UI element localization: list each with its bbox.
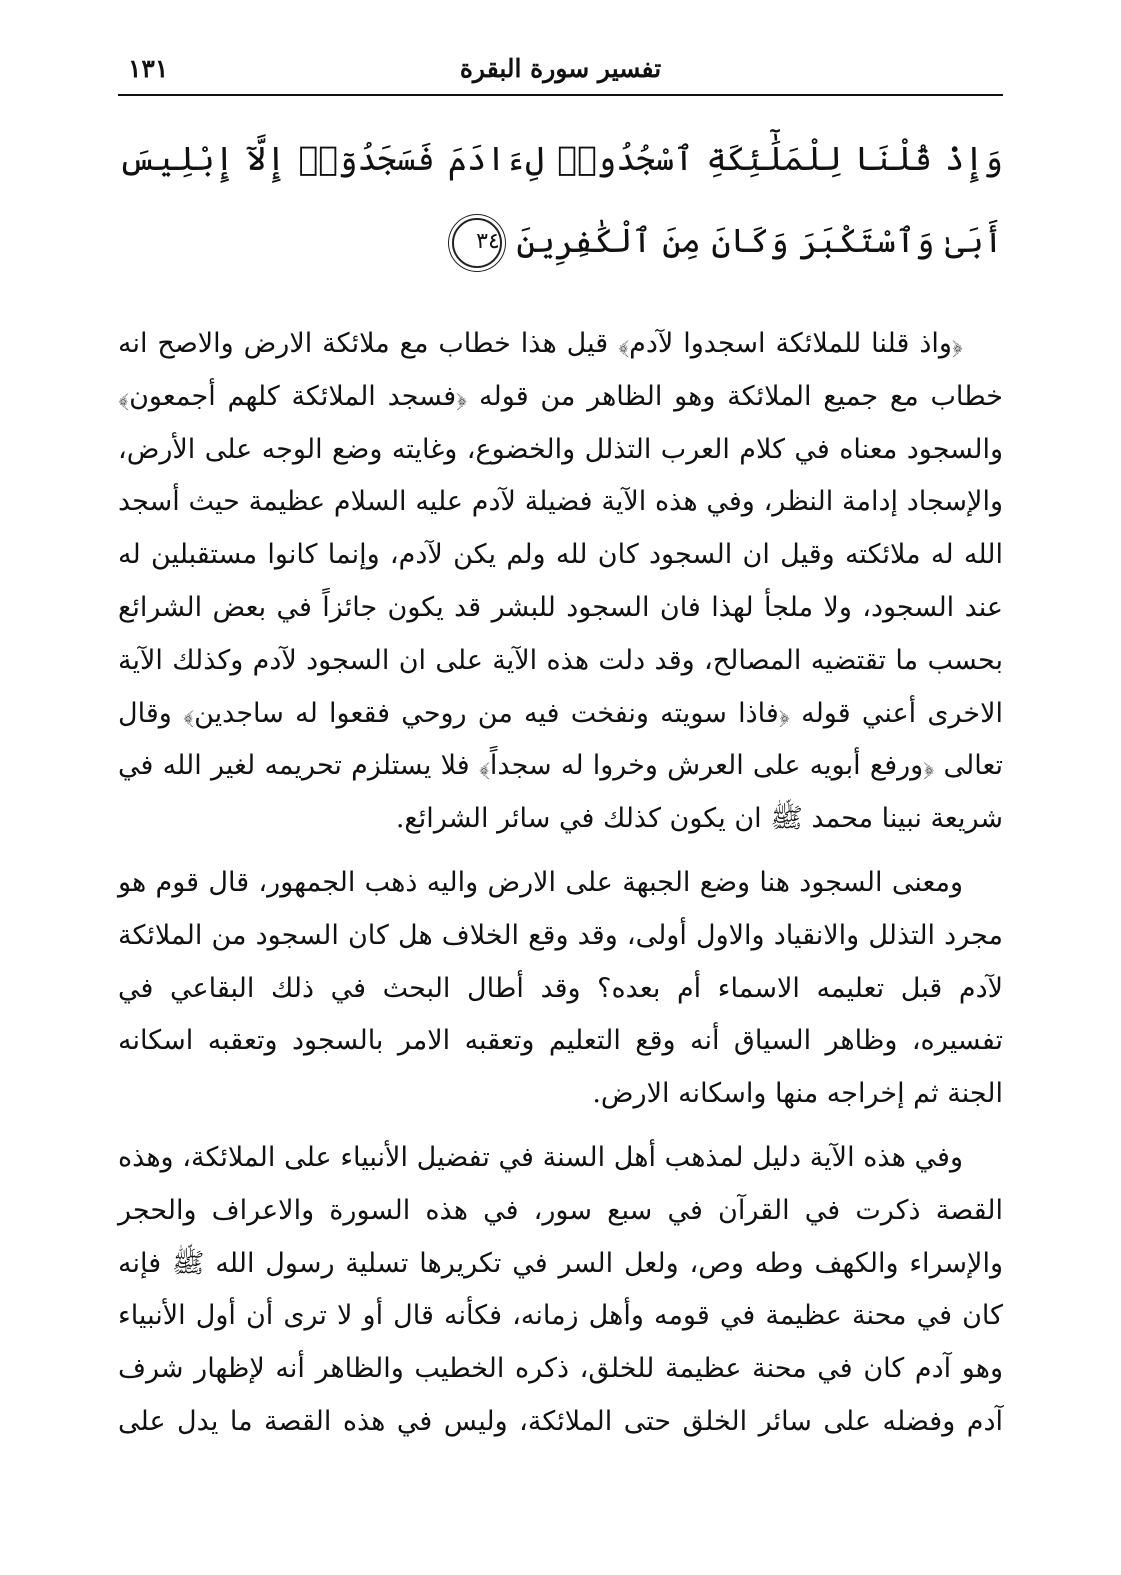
page-header xyxy=(118,46,1003,96)
paragraph-3: وفي هذه الآية دليل لمذهب أهل السنة في تفضيل الأنبياء على الملائكة، وهذه القصة ذكرت في القرآن في سبع سور، في هذه السورة والاعراف والحجر والإسراء والكهف وطه وص، ولعل السر في تكريرها تسلية رسول الله ﷺ فإنه كان في محنة عظيمة في قومه وأهل زمانه، فكأنه قال أو لا ترى أن أول الأنبياء وهو آدم كان في محنة عظيمة للخلق، ذكره الخطيب والظاهر أنه لإظهار شرف آدم وفضله على سائر الخلق حتى الملائكة، وليس في هذه القصة ما يدل على xyxy=(118,1141,1004,1437)
quran-verse xyxy=(118,118,1003,282)
paragraph-2: ومعنى السجود هنا وضع الجبهة على الارض واليه ذهب الجمهور، قال قوم هو مجرد التذلل والانقياد والاول أولى، وقد وقع الخلاف هل كان السجود من الملائكة لآدم قبل تعليمه الاسماء أم بعده؟ وقد أطال البحث في ذلك البقاعي في تفسيره، وظاهر السياق أنه وقع التعليم وتعقبه الامر بالسجود وتعقبه اسكانه الجنة ثم إخراجه منها واسكانه الارض. xyxy=(118,866,1003,1110)
verse-text: وَإِذْ قُلْنَا لِلْمَلَٰٓئِكَةِ ٱسْجُدُوا۟ لِءَادَمَ فَسَجَدُوٓا۟ إِلَّآ إِبْلِيسَ أَبَىٰ وَٱسْتَكْبَرَ وَكَانَ مِنَ ٱلْكَٰفِرِينَ xyxy=(118,139,1003,260)
verse-number-marker: ٣٤ xyxy=(452,218,502,268)
page-number: ١٣١ xyxy=(128,54,169,83)
paragraph-1: ﴿واذ قلنا للملائكة اسجدوا لآدم﴾ قيل هذا خطاب مع ملائكة الارض والاصح انه خطاب مع جميع الملائكة وهو الظاهر من قوله ﴿فسجد الملائكة كلهم أجمعون﴾ والسجود معناه في كلام العرب التذلل والخضوع، وغايته وضع الوجه على الأرض، والإسجاد إدامة النظر، وفي هذه الآية فضيلة لآدم عليه السلام عظيمة حيث أسجد الله له ملائكته وقيل ان السجود كان لله ولم يكن لآدم، وإنما كانوا مستقبلين له عند السجود، ولا ملجأ لهذا فان السجود للبشر قد يكون جائزاً في بعض الشرائع بحسب ما تقتضيه المصالح، وقد دلت هذه الآية على ان السجود لآدم وكذلك الآية الاخرى أعني قوله ﴿فاذا سويته ونفخت فيه من روحي فقعوا له ساجدين﴾ وقال تعالى ﴿ورفع أبويه على العرش وخروا له سجداً﴾ فلا يستلزم تحريمه لغير الله في شريعة نبينا محمد ﷺ ان يكون كذلك في سائر الشرائع. xyxy=(118,328,1003,835)
commentary-body xyxy=(118,318,1003,1460)
running-title: تفسير سورة البقرة xyxy=(459,54,662,83)
